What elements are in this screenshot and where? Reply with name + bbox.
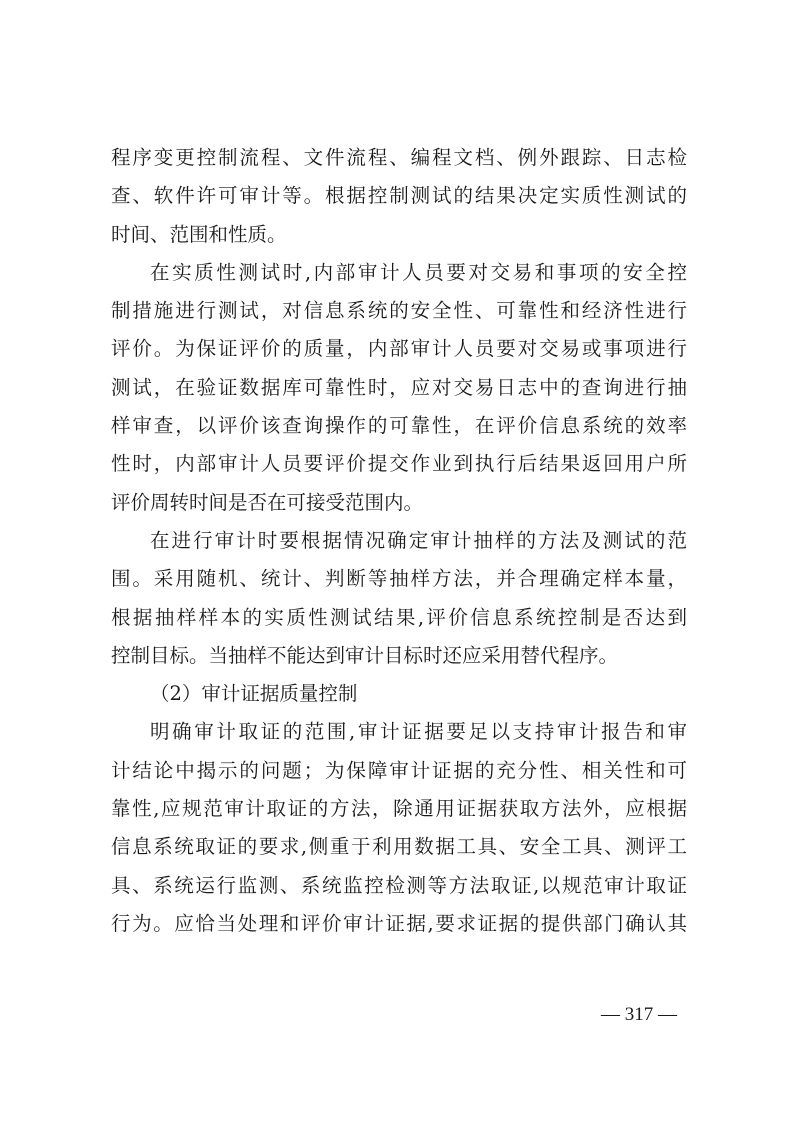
text-line: 具、系统运行监测、系统监控检测等方法取证,以规范审计取证 — [111, 873, 687, 897]
text-line: 样审查，以评价该查询操作的可靠性，在评价信息系统的效率 — [111, 414, 687, 438]
text-line: 测试，在验证数据库可靠性时，应对交易日志中的查询进行抽 — [111, 375, 687, 399]
text-line: 行为。应恰当处理和评价审计证据,要求证据的提供部门确认其 — [111, 911, 687, 935]
text-line: 评价周转时间是否在可接受范围内。 — [111, 490, 424, 514]
text-line: 计结论中揭示的问题；为保障审计证据的充分性、相关性和可 — [111, 758, 687, 782]
text-line: 信息系统取证的要求,侧重于利用数据工具、安全工具、测评工 — [111, 835, 687, 859]
text-line: 围。采用随机、统计、判断等抽样方法，并合理确定样本量， — [111, 567, 687, 591]
text-line: 时间、范围和性质。 — [111, 222, 287, 246]
page-number: — 317 — — [601, 1004, 677, 1025]
text-line: 评价。为保证评价的质量，内部审计人员要对交易或事项进行 — [111, 337, 687, 361]
text-line: 在实质性测试时,内部审计人员要对交易和事项的安全控 — [150, 260, 687, 284]
text-line: 程序变更控制流程、文件流程、编程文档、例外跟踪、日志检 — [111, 146, 687, 169]
text-line: 查、软件许可审计等。根据控制测试的结果决定实质性测试的 — [111, 184, 687, 208]
text-line: 控制目标。当抽样不能达到审计目标时还应采用替代程序。 — [111, 643, 619, 667]
text-line: 明确审计取证的范围,审计证据要足以支持审计报告和审 — [150, 720, 687, 744]
body-text — [111, 139, 687, 943]
text-line: 性时，内部审计人员要评价提交作业到执行后结果返回用户所 — [111, 452, 687, 476]
text-line: 靠性,应规范审计取证的方法，除通用证据获取方法外，应根据 — [111, 797, 687, 821]
section-heading: （2）审计证据质量控制 — [150, 682, 358, 706]
text-line: 在进行审计时要根据情况确定审计抽样的方法及测试的范 — [150, 528, 687, 552]
text-line: 根据抽样样本的实质性测试结果,评价信息系统控制是否达到 — [111, 605, 687, 629]
text-line: 制措施进行测试，对信息系统的安全性、可靠性和经济性进行 — [111, 299, 687, 323]
page-number-footer — [0, 1000, 793, 1030]
